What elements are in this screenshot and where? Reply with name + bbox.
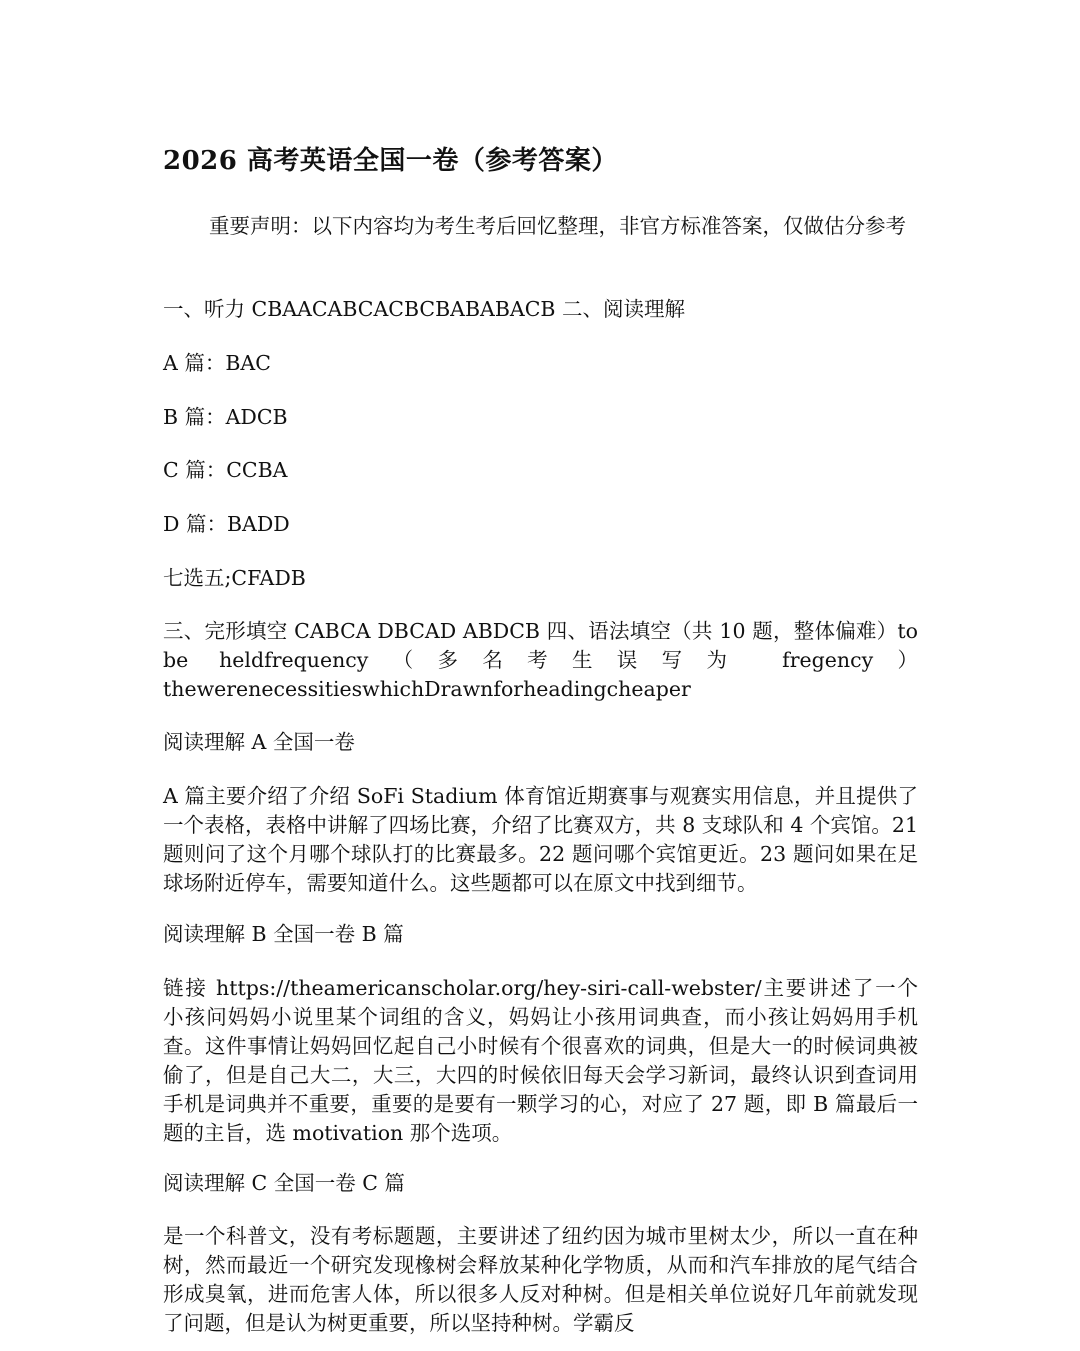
reading-c-summary: 是一个科普文，没有考标题题，主要讲述了纽约因为城市里树太少，所以一直在种树，然而最近一个研究发现橡树会释放某种化学物质，从而和汽车排放的尾气结合形成臭氧，进而危害人体，所以很多人反对种树。但是相关单位说好几年前就发现了问题，但是认为树更重要，所以坚持种树。学霸反 [163,1224,918,1335]
seven-choose-five-answers: 七选五;CFADB [163,566,306,590]
reading-b-heading: 阅读理解 B 全国一卷 B 篇 [163,922,404,946]
notice-paragraph: 重要声明：以下内容均为考生考后回忆整理，非官方标准答案，仅做估分参考 [209,214,906,238]
page-title: 2026 高考英语全国一卷（参考答案） [163,146,618,176]
reading-c-answers: C 篇：CCBA [163,458,288,482]
reading-a-summary: A 篇主要介绍了介绍 SoFi Stadium 体育馆近期赛事与观赛实用信息，并且提供了一个表格，表格中讲解了四场比赛，介绍了比赛双方，共 8 支球队和 4 个宾馆。21 题则问了这个月哪个球队打的比赛最多。22 题问哪个宾馆更近。23 题问如果在足球场附近停车，需要知道什么。这些题都可以在原文中找到细节。 [163,784,918,895]
reading-a-heading: 阅读理解 A 全国一卷 [163,730,355,754]
reading-b-answers: B 篇：ADCB [163,405,288,429]
cloze-grammar-answers: 三、完形填空 CABCA DBCAD ABDCB 四、语法填空（共 10 题，整体偏难）to be heldfrequency（多名考生误写为 fregency）thewerenecessitieswhichDrawnforheadingcheaper [163,619,918,701]
listening-answers: 一、听力 CBAACABCACBCBABABACB 二、阅读理解 [163,297,685,321]
reading-a-answers: A 篇：BAC [163,351,271,375]
reading-c-heading: 阅读理解 C 全国一卷 C 篇 [163,1171,405,1195]
reading-d-answers: D 篇：BADD [163,512,290,536]
reading-b-summary: 链接 https://theamericanscholar.org/hey-siri-call-webster/主要讲述了一个小孩问妈妈小说里某个词组的含义，妈妈让小孩用词典查，而小孩让妈妈用手机查。这件事情让妈妈回忆起自己小时候有个很喜欢的词典，但是大一的时候词典被偷了，但是自己大二，大三，大四的时候依旧每天会学习新词，最终认识到查词用手机是词典并不重要，重要的是要有一颗学习的心，对应了 27 题，即 B 篇最后一题的主旨，选 motivation 那个选项。 [163,976,918,1145]
